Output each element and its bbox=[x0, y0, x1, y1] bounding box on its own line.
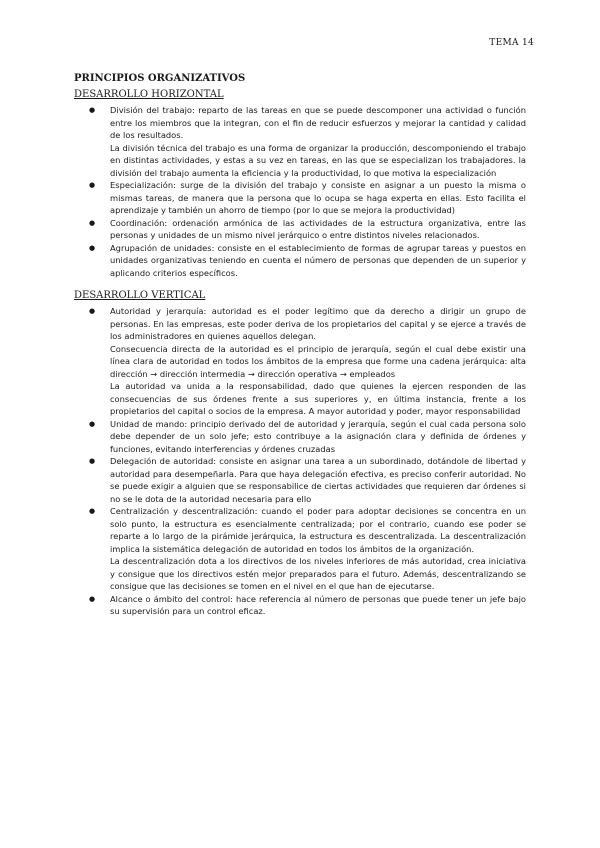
paragraph: La descentralización dota a los directivos de los niveles inferiores de más autoridad, crea iniciativa y consigue que los directivos estén mejor preparados para el futuro. Además, descentralizando se consigue que las decisiones se tomen en el nivel en el que han de ejecutarse. bbox=[110, 556, 526, 591]
section-heading-horizontal: DESARROLLO HORIZONTAL bbox=[74, 89, 224, 100]
list-item bbox=[74, 217, 526, 242]
paragraph: ● Alcance o ámbito del control: hace referencia al número de personas que puede tener un jefe bajo su supervisión para un control eficaz. bbox=[110, 593, 526, 616]
paragraph: ● Agrupación de unidades: consiste en el establecimiento de formas de agrupar tareas y puestos en unidades organizativas teniendo en cuenta el número de personas que dependen de un superior y aplicando criterios específicos. bbox=[110, 242, 526, 278]
list-item bbox=[74, 179, 526, 217]
section-heading-vertical: DESARROLLO VERTICAL bbox=[74, 290, 206, 301]
document-title: PRINCIPIOS ORGANIZATIVOS bbox=[74, 73, 246, 84]
list-item bbox=[74, 593, 526, 618]
bullet-list-horizontal bbox=[74, 104, 526, 279]
list-item bbox=[74, 455, 526, 505]
paragraph: ● Coordinación: ordenación armónica de las actividades de la estructura organizativa, entre las personas y unidades de un mismo nivel jerárquico o entre distintos niveles relacionados. bbox=[110, 217, 526, 240]
paragraph: ● Centralización y descentralización: cuando el poder para adoptar decisiones se concentra en un solo punto, la estructura es esencialmente centralizada; por el contrario, cuando ese poder se reparte a lo largo de la pirámide jerárquica, la estructura es descentralizada. La descentralización implica la sistemática delegación de autoridad en todos los ámbitos de la organización. bbox=[110, 506, 526, 554]
list-item bbox=[74, 505, 526, 593]
bullet-list-vertical bbox=[74, 305, 526, 618]
list-item bbox=[74, 104, 526, 179]
document-body bbox=[74, 72, 526, 618]
list-item bbox=[74, 418, 526, 456]
paragraph: ● División del trabajo: reparto de las tareas en que se puede descomponer una actividad o función entre los miembros que la integran, con el fin de reducir esfuerzos y mejorar la cantidad y calidad de los resultados. bbox=[110, 105, 526, 140]
page-header-tema: TEMA 14 bbox=[489, 38, 534, 48]
paragraph: La autoridad va unida a la responsabilidad, dado que quienes la ejercen responden de las consecuencias de sus órdenes frente a sus superiores y, en última instancia, frente a los propietarios del capital o socios de la empresa. A mayor autoridad y poder, mayor responsabilidad bbox=[110, 381, 526, 416]
paragraph: ● Unidad de mando: principio derivado del de autoridad y jerarquía, según el cual cada persona solo debe depender de un solo jefe; esto contribuye a la asignación clara y definida de órdenes y funciones, evitando interferencias y órdenes cruzadas bbox=[110, 418, 526, 454]
paragraph: Consecuencia directa de la autoridad es el principio de jerarquía, según el cual debe existir una línea clara de autoridad en todos los ámbitos de la empresa que forme una cadena jerárquica: alta dirección → dirección intermedia → dirección operativa → empleados bbox=[110, 343, 526, 379]
paragraph: La división técnica del trabajo es una forma de organizar la producción, descomponiendo el trabajo en distintas actividades, y estas a su vez en tareas, en las que se especializan los trabajadores. la división del trabajo aumenta la eficiencia y la productividad, lo que motiva la especialización bbox=[110, 142, 526, 178]
list-item bbox=[74, 242, 526, 280]
list-item bbox=[74, 305, 526, 418]
paragraph: ● Autoridad y jerarquía: autoridad es el poder legítimo que da derecho a dirigir un grupo de personas. En las empresas, este poder deriva de los propietarios del capital y se ejerce a través de los administradores en quienes aquellos delegan. bbox=[110, 306, 526, 341]
paragraph: ● Especialización: surge de la división del trabajo y consiste en asignar a un puesto la misma o mismas tareas, de manera que la persona que lo ocupa se haga experta en ellas. Esto facilita el aprendizaje y también un ahorro de tiempo (por lo que se mejora la productividad) bbox=[110, 180, 526, 215]
paragraph: ● Delegación de autoridad: consiste en asignar una tarea a un subordinado, dotándole de libertad y autoridad para desempeñarla. Para que haya delegación efectiva, es preciso conferir autoridad. No se puede exigir a alguien que se responsabilice de ciertas actividades que requieren dar órdenes si no se le dota de la autoridad necesaria para ello bbox=[110, 456, 526, 504]
